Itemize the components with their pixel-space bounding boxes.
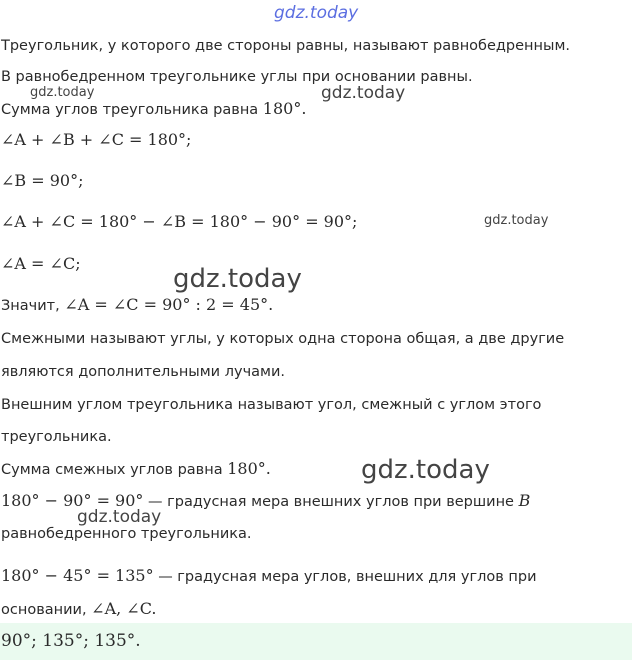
watermark: gdz.today (321, 83, 406, 103)
text-line: В равнобедренном треугольнике углы при основании равны. (1, 69, 473, 85)
math-fragment: ∠A = ∠C = 90° : 2 = 45°. (64, 295, 274, 314)
math-fragment: 180°. (262, 99, 307, 118)
math-fragment: 180° − 90° = 90° (1, 491, 144, 510)
text-fragment: Сумма смежных углов равна (1, 462, 228, 478)
text-line: равнобедренного треугольника. (1, 526, 252, 542)
text-fragment: Сумма углов треугольника равна (1, 102, 263, 118)
math-line: ∠A + ∠C = 180° − ∠B = 180° − 90° = 90°; (1, 212, 358, 231)
text-line (1, 99, 306, 120)
watermark: gdz.today (77, 507, 162, 527)
answer-box (0, 623, 632, 660)
math-fragment: 180° − 45° = 135° (1, 566, 154, 585)
watermark: gdz.today (361, 455, 490, 485)
text-line: треугольника. (1, 429, 112, 445)
watermark: gdz.today (30, 85, 95, 100)
text-line (1, 566, 537, 587)
text-line: Треугольник, у которого две стороны равны, называют равнобедренным. (1, 38, 571, 54)
watermark: gdz.today (484, 213, 549, 228)
math-fragment: 180°. (227, 459, 271, 478)
text-line (1, 295, 273, 316)
text-line: Смежными называют углы, у которых одна сторона общая, а две другие (1, 331, 565, 347)
answer-text: 90°; 135°; 135°. (1, 631, 141, 651)
math-line: ∠A + ∠B + ∠C = 180°; (1, 130, 192, 149)
math-fragment: ∠A, ∠C. (91, 599, 157, 618)
text-fragment: основании, (1, 602, 92, 618)
text-line: Внешним углом треугольника называют угол, смежный с углом этого (1, 397, 542, 413)
math-variable: B (518, 491, 531, 510)
math-line: ∠A = ∠C; (1, 254, 81, 273)
text-line (1, 599, 156, 620)
math-line: ∠B = 90°; (1, 171, 84, 190)
text-fragment: Значит, (1, 298, 65, 314)
watermark: gdz.today (173, 264, 302, 294)
text-fragment: — градусная мера внешних углов при вершине (143, 494, 519, 510)
text-line: являются дополнительными лучами. (1, 364, 285, 380)
text-line (1, 459, 271, 480)
text-fragment: — градусная мера углов, внешних для углов при (153, 569, 537, 585)
watermark-header: gdz.today (274, 3, 359, 23)
